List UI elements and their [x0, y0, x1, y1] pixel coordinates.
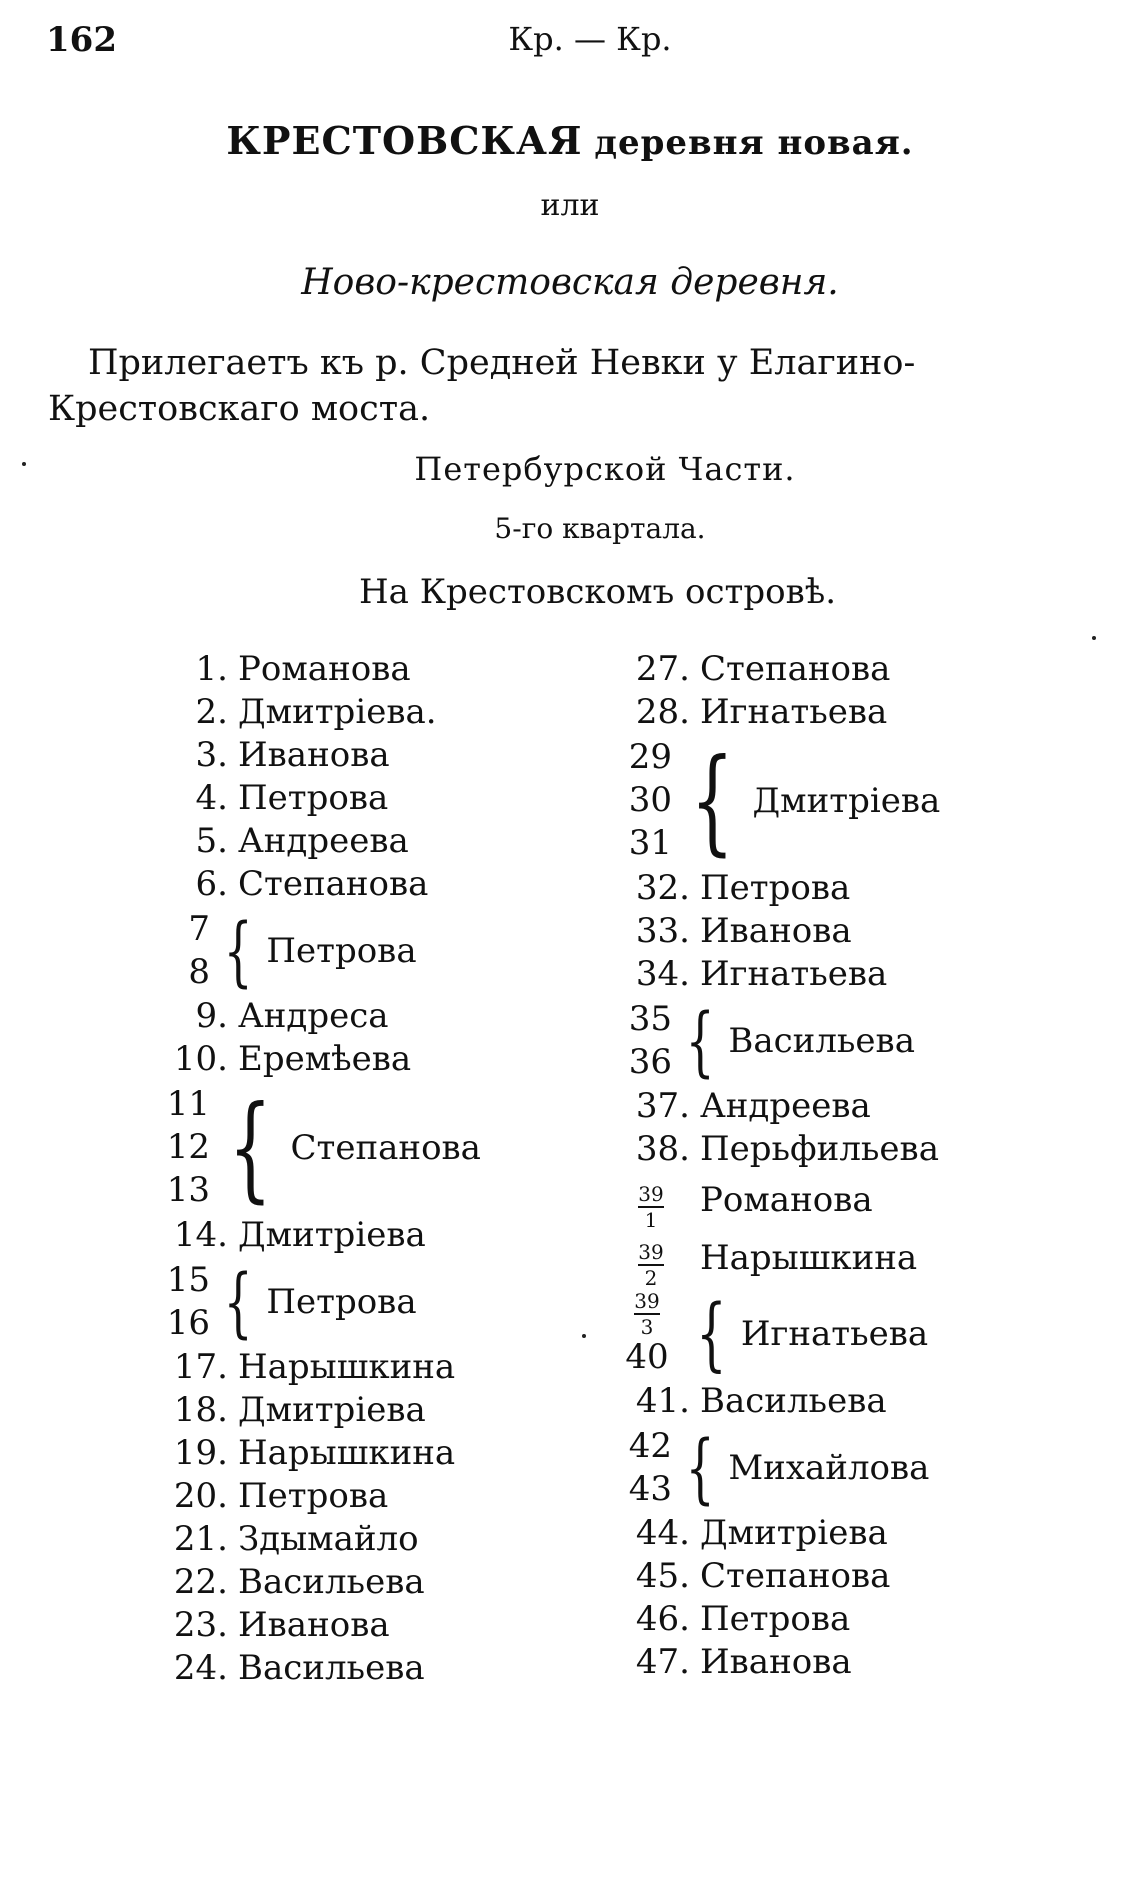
house-number: 2.	[195, 692, 228, 732]
house-number: 12	[166, 1127, 210, 1167]
house-number: 23.	[173, 1605, 228, 1645]
house-number: 44.	[635, 1513, 690, 1553]
list-item	[150, 1038, 481, 1081]
list-item	[612, 910, 940, 953]
list-item	[150, 1561, 481, 1604]
house-number: 11	[166, 1084, 210, 1124]
owner-name: Игнатьева	[700, 692, 888, 732]
owner-name: Васильева	[700, 1381, 887, 1421]
list-item	[150, 734, 481, 777]
house-number: 40	[625, 1336, 669, 1377]
house-number: 8	[188, 951, 210, 992]
list-item	[612, 1229, 940, 1290]
house-number: 41.	[635, 1381, 690, 1421]
entry-title-rest: деревня новая.	[594, 123, 914, 163]
house-number: 3.	[195, 735, 228, 775]
owner-name: Степанова	[238, 864, 429, 904]
quarter-heading: 5-го квартала.	[494, 512, 706, 545]
fraction-denominator: 1	[644, 1208, 658, 1232]
house-number: 5.	[195, 821, 228, 861]
list-item	[150, 1604, 481, 1647]
running-head-text: Кр. — Кр.	[508, 20, 672, 58]
owner-name: Степанова	[700, 1556, 891, 1596]
island-heading: На Крестовскомъ островѣ.	[358, 572, 837, 612]
list-item	[612, 1085, 940, 1128]
brace-icon: {	[223, 1257, 253, 1346]
house-number-fraction	[624, 1288, 670, 1339]
owner-name: Андреева	[238, 821, 409, 861]
owner-name: Петрова	[238, 1476, 389, 1516]
left-column	[150, 648, 481, 1690]
house-number: 21.	[173, 1519, 228, 1559]
fraction-numerator: 39	[638, 1182, 664, 1206]
house-number: 14.	[173, 1215, 228, 1255]
owner-name: Перьфильева	[700, 1129, 939, 1169]
house-number: 37.	[635, 1086, 690, 1126]
list-item	[150, 863, 481, 906]
alternate-title: Ново-крестовская деревня.	[301, 262, 839, 303]
owner-name: Еремѣева	[238, 1039, 412, 1079]
house-number: 15	[166, 1259, 210, 1300]
owner-name: Иванова	[700, 1642, 852, 1682]
fraction-denominator: 3	[640, 1314, 654, 1339]
house-number-group	[612, 998, 672, 1084]
house-number: 35	[628, 998, 672, 1039]
house-number: 19.	[173, 1433, 228, 1473]
house-number: 32.	[635, 868, 690, 908]
house-number: 18.	[173, 1390, 228, 1430]
house-number: 34.	[635, 954, 690, 994]
list-item	[612, 1512, 940, 1555]
list-item	[150, 1389, 481, 1432]
list-item-group	[612, 996, 940, 1085]
list-item-group	[150, 1081, 481, 1214]
list-item-group	[612, 1287, 940, 1380]
list-item	[150, 648, 481, 691]
brace-icon: {	[690, 734, 735, 867]
owner-name: Васильева	[238, 1562, 425, 1602]
owner-name: Дмитрiева.	[238, 692, 437, 732]
list-item-group	[150, 1257, 481, 1346]
house-number: 9.	[195, 996, 228, 1036]
owner-name: Петрова	[266, 1281, 417, 1322]
house-number: 38.	[635, 1129, 690, 1169]
list-item	[612, 867, 940, 910]
house-number: 6.	[195, 864, 228, 904]
owner-name: Дмитрiева	[700, 1513, 888, 1553]
house-number: 29	[628, 737, 672, 777]
list-item-group	[612, 1423, 940, 1512]
running-head	[0, 20, 1140, 58]
list-item	[150, 1518, 481, 1561]
list-item	[612, 1128, 940, 1171]
house-number: 33.	[635, 911, 690, 951]
list-item	[612, 648, 940, 691]
brace-icon: {	[685, 1423, 715, 1512]
owner-name: Иванова	[700, 911, 852, 951]
house-number: 17.	[173, 1347, 228, 1387]
house-number-group	[150, 1083, 210, 1212]
owner-name: Здымайло	[238, 1519, 419, 1559]
house-number-fraction	[628, 1184, 674, 1230]
list-item	[612, 1380, 940, 1423]
owner-name: Нарышкина	[238, 1433, 456, 1473]
fraction-numerator: 39	[638, 1240, 664, 1264]
list-item	[150, 820, 481, 863]
or-word: или	[540, 188, 600, 223]
list-item	[150, 1214, 481, 1257]
owner-name: Петрова	[266, 930, 417, 971]
house-number-cell	[612, 1170, 700, 1230]
owner-name: Игнатьева	[740, 1313, 929, 1354]
owner-name: Андреса	[238, 996, 389, 1036]
house-number: 20.	[173, 1476, 228, 1516]
list-item	[612, 691, 940, 734]
house-number: 42	[628, 1425, 672, 1466]
owner-name: Дмитрiева	[752, 780, 941, 821]
owner-name: Иванова	[238, 735, 390, 775]
fraction-denominator: 2	[644, 1266, 658, 1290]
list-item	[150, 1346, 481, 1389]
list-item	[150, 691, 481, 734]
list-item-group	[150, 906, 481, 995]
list-item	[150, 1647, 481, 1690]
list-item	[150, 777, 481, 820]
house-number: 22.	[173, 1562, 228, 1602]
specks	[1092, 636, 1096, 640]
house-number: 4.	[195, 778, 228, 818]
house-number: 45.	[635, 1556, 690, 1596]
owner-name: Васильева	[238, 1648, 425, 1688]
owner-name: Романова	[238, 649, 411, 689]
right-column	[612, 648, 940, 1684]
house-number: 28.	[635, 692, 690, 732]
list-item	[150, 1475, 481, 1518]
house-number-group	[612, 1288, 682, 1377]
list-item	[150, 1432, 481, 1475]
owner-name: Иванова	[238, 1605, 390, 1645]
specks	[22, 462, 26, 466]
house-number: 31	[628, 823, 672, 863]
owner-name: Андреева	[700, 1086, 871, 1126]
fraction-numerator: 39	[634, 1288, 660, 1313]
part-heading: Петербурской Части.	[414, 450, 796, 488]
owner-name: Дмитрiева	[238, 1215, 426, 1255]
house-number: 24.	[173, 1648, 228, 1688]
location-paragraph: Прилегаетъ къ р. Средней Невки у Елагино-Крестовскаго моста.	[48, 343, 916, 429]
owner-name: Васильева	[728, 1020, 915, 1061]
owner-name: Дмитрiева	[238, 1390, 426, 1430]
house-number-group	[612, 1425, 672, 1511]
specks	[582, 1334, 586, 1338]
list-item-group	[612, 734, 940, 867]
list-item	[612, 1598, 940, 1641]
list-item	[612, 1171, 940, 1232]
entry-title-main: КРЕСТОВСКАЯ	[226, 118, 583, 163]
owner-name: Нарышкина	[700, 1238, 918, 1278]
owner-name: Михайлова	[728, 1447, 930, 1488]
house-number-group	[150, 908, 210, 994]
brace-icon: {	[228, 1081, 273, 1214]
house-number: 7	[188, 908, 210, 949]
house-number: 16	[166, 1302, 210, 1343]
house-number: 10.	[173, 1039, 228, 1079]
owner-name: Романова	[700, 1180, 873, 1220]
brace-icon: {	[685, 996, 715, 1085]
page-number: 162	[46, 20, 117, 60]
house-number-group	[150, 1259, 210, 1345]
list-item	[612, 1641, 940, 1684]
owner-name: Степанова	[700, 649, 891, 689]
house-number: 46.	[635, 1599, 690, 1639]
house-number: 36	[628, 1041, 672, 1082]
house-number-fraction	[628, 1242, 674, 1288]
owner-name: Петрова	[700, 868, 851, 908]
owner-name: Игнатьева	[700, 954, 888, 994]
house-number-group	[612, 736, 672, 865]
owner-name: Нарышкина	[238, 1347, 456, 1387]
list-item	[150, 995, 481, 1038]
owner-name: Петрова	[238, 778, 389, 818]
house-number: 30	[628, 780, 672, 820]
list-item	[612, 953, 940, 996]
house-number-cell	[612, 1228, 700, 1288]
entry-title	[0, 118, 1140, 163]
house-number: 1.	[195, 649, 228, 689]
brace-icon: {	[696, 1287, 727, 1380]
house-number: 27.	[635, 649, 690, 689]
owner-name: Степанова	[290, 1127, 481, 1168]
house-number: 47.	[635, 1642, 690, 1682]
house-number: 13	[166, 1170, 210, 1210]
brace-icon: {	[223, 906, 253, 995]
list-item	[612, 1555, 940, 1598]
owner-name: Петрова	[700, 1599, 851, 1639]
house-number: 43	[628, 1468, 672, 1509]
